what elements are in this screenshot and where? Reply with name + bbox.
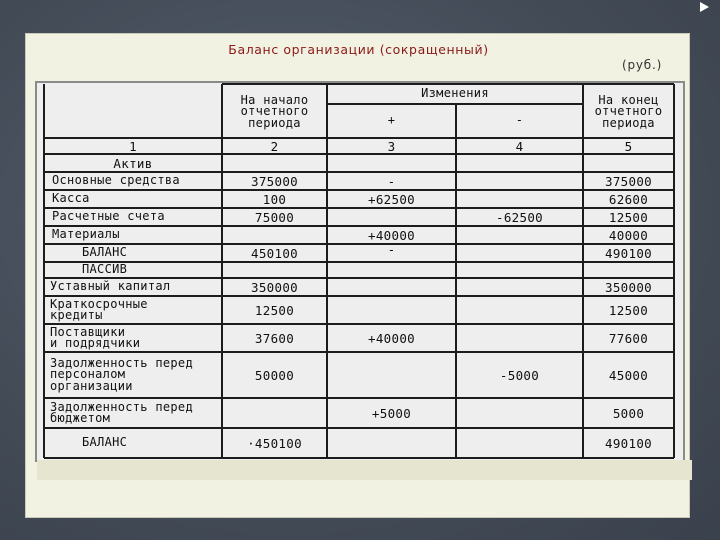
header-minus: - [515,113,524,128]
row-minus [456,190,583,208]
row-plus [327,428,456,458]
section-assets: Актив [113,155,153,171]
row-start: 100 [262,191,287,207]
page-title: Баланс организации (сокращенный) [228,42,489,57]
row-end: 12500 [608,302,649,318]
row-end: 77600 [608,330,649,346]
row-start: 375000 [251,173,298,189]
row-plus: +62500 [368,191,415,207]
column-number-1: 1 [129,138,137,154]
row-start: 75000 [254,209,295,225]
row-plus: - [387,173,396,189]
row-plus: +40000 [368,227,415,243]
row-start: ·450100 [247,435,302,451]
row-start [222,398,327,428]
bottom-strip [37,460,692,480]
column-number-4: 4 [515,138,524,154]
row-label: БАЛАНС [82,435,128,450]
row-minus: -5000 [499,367,540,383]
row-label: Поставщики и подрядчики [50,324,141,350]
row-minus [456,278,583,296]
row-end: 45000 [608,367,649,383]
row-label: Материалы [52,227,120,242]
row-end: 490100 [605,245,652,261]
row-plus [327,352,456,398]
row-end: 5000 [612,405,645,421]
row-start: 350000 [251,279,298,295]
row-end: 490100 [605,435,652,451]
row-label: Уставный капитал [50,279,171,294]
row-minus: -62500 [496,209,543,225]
row-plus [327,296,456,324]
header-end: На конец отчетного периода [594,92,663,130]
row-minus [456,398,583,428]
row-label: Краткосрочные кредиты [50,296,148,322]
row-end: 12500 [608,209,649,225]
row-minus [456,296,583,324]
row-plus: +40000 [368,330,415,346]
row-label: Расчетные счета [52,209,165,224]
row-end: 62600 [608,191,649,207]
row-label: БАЛАНС [82,245,128,260]
row-start: 450100 [251,245,298,261]
row-label: Задолженность перед бюджетом [50,399,193,425]
row-end: 40000 [608,227,649,243]
column-number-2: 2 [270,138,279,154]
row-start: 50000 [254,367,295,383]
row-start: 37600 [254,330,295,346]
row-label: Основные средства [52,173,180,188]
header-plus: + [387,113,396,128]
row-plus: - [387,241,396,257]
row-minus [456,324,583,352]
bullet-arrow-icon [700,2,709,12]
row-label: Задолженность перед персоналом организации [50,355,193,393]
column-number-3: 3 [387,138,396,154]
currency-unit: (руб.) [622,58,663,72]
row-minus [456,428,583,458]
header-start: На начало отчетного периода [240,92,309,130]
row-plus: +5000 [371,405,412,421]
row-start: 12500 [254,302,295,318]
row-minus [456,172,583,190]
header-changes: Изменения [421,86,489,101]
column-number-5: 5 [624,138,633,154]
section-liabilities: ПАССИВ [82,262,128,277]
row-minus [456,244,583,262]
row-minus [456,226,583,244]
row-end: 350000 [605,279,652,295]
row-end: 375000 [605,173,652,189]
row-start [222,226,327,244]
row-plus [327,208,456,226]
row-label: Касса [52,191,90,206]
row-plus [327,278,456,296]
